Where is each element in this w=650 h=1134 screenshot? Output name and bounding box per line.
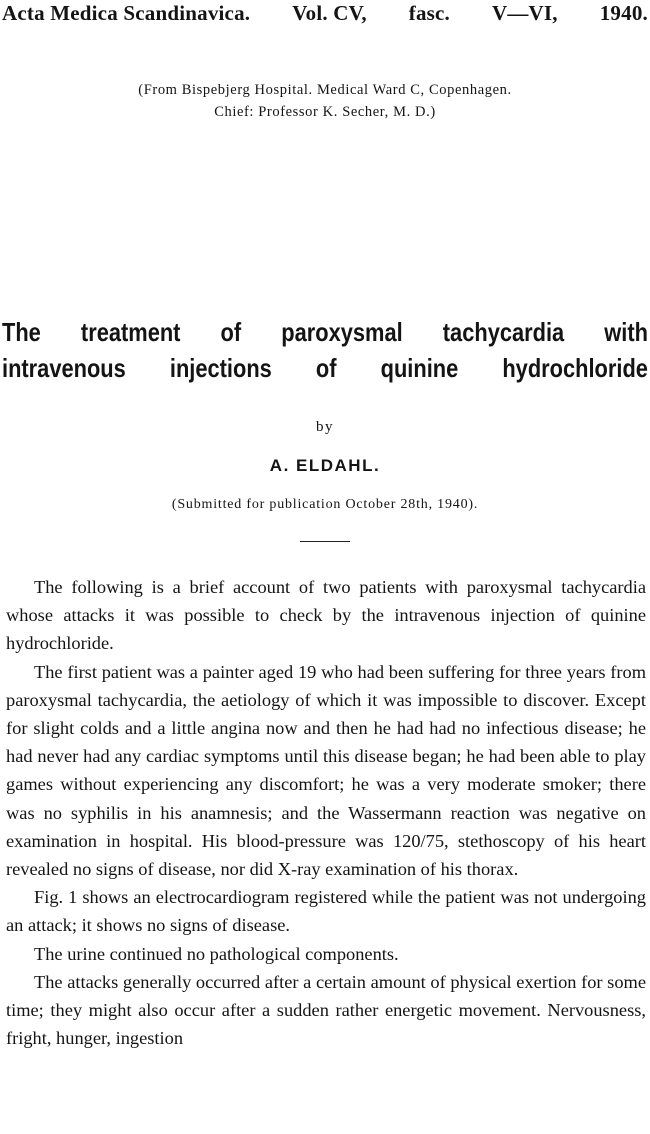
journal-year: 1940.: [599, 1, 648, 25]
journal-issue: V—VI,: [491, 1, 558, 25]
journal-volume: Vol. CV,: [292, 1, 367, 25]
title-line-2: intravenous injections of quinine hydrochloride: [2, 353, 648, 383]
section-divider: [300, 541, 350, 542]
submission-date: (Submitted for publication October 28th, 1940).: [171, 497, 479, 512]
title-line-1: The treatment of paroxysmal tachycardia with: [2, 317, 648, 347]
journal-header: [2, 1, 648, 26]
body-paragraph: The first patient was a painter aged 19 who had been suffering for three years from paroxysmal tachycardia, the aetiology of which it was impossible to discover. Except for slight colds and a little angina now and then he had had no infectious disease; he had never had any cardiac symptoms until this disease began; he had been able to play games without experiencing any discomfort; he was a very moderate smoker; there was no syphilis in his anamnesis; and the Wassermann reaction was negative on examination in hospital. His blood-pressure was 120/75, stethoscopy of his heart revealed no signs of disease, nor did X-ray examination of his thorax.: [6, 661, 646, 880]
author-name: A. ELDAHL.: [269, 456, 381, 475]
body-paragraph: The urine continued no pathological components.: [34, 943, 399, 964]
affiliation-line-1: (From Bispebjerg Hospital. Medical Ward C, Copenhagen.: [138, 82, 512, 98]
affiliation-line-2: Chief: Professor K. Secher, M. D.): [214, 104, 436, 120]
affiliation-note: [0, 79, 650, 123]
by-line: by: [316, 419, 334, 435]
body-paragraph: Fig. 1 shows an electrocardiogram registered while the patient was not undergoing an attack; it shows no signs of disease.: [6, 887, 646, 936]
body-paragraph: The following is a brief account of two patients with paroxysmal tachycardia whose attacks it was possible to check by the intravenous injection of quinine hydrochloride.: [6, 577, 646, 654]
article-title: [2, 314, 648, 386]
journal-name: Acta Medica Scandinavica.: [2, 1, 251, 25]
journal-fasc-label: fasc.: [408, 1, 450, 25]
article-body: [6, 573, 646, 1052]
body-paragraph: The attacks generally occurred after a certain amount of physical exertion for some time; they might also occur after a sudden rather energetic movement. Nervousness, fright, hunger, ingestion: [6, 971, 646, 1049]
